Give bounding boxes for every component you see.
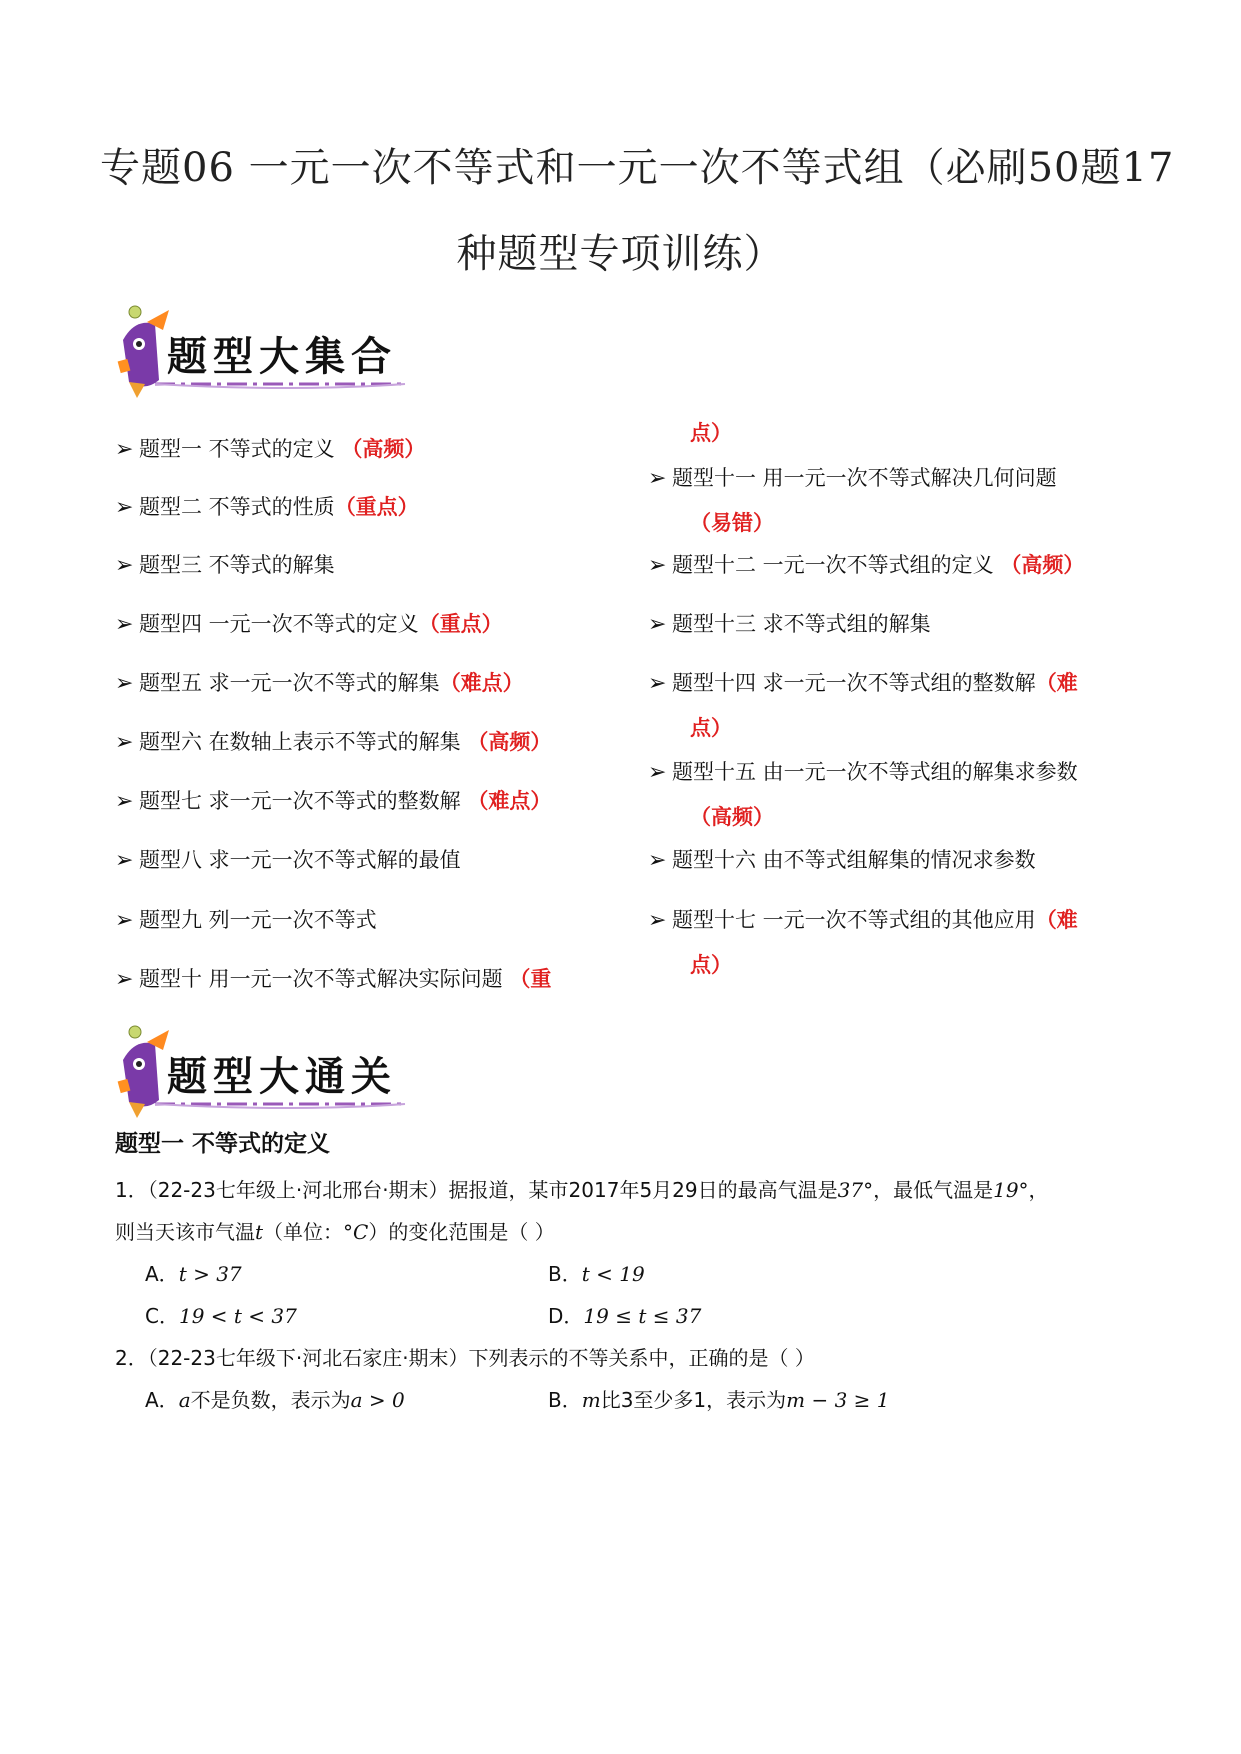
question-1-option-c[interactable]: C．19 < t < 37	[145, 1304, 297, 1328]
question-2-line1: 2．（22-23七年级下·河北石家庄·期末）下列表示的不等关系中，正确的是（ ）	[115, 1346, 815, 1370]
question-1-option-a[interactable]: A．t > 37	[145, 1262, 242, 1286]
list-item-type-17[interactable]: ➢ 题型十七 一元一次不等式组的其他应用（难	[648, 908, 1078, 933]
list-item-type-15[interactable]: ➢ 题型十五 由一元一次不等式组的解集求参数	[648, 760, 1078, 785]
banner-practice	[115, 1020, 460, 1120]
arrow-bullet-icon: ➢	[115, 848, 134, 873]
arrow-bullet-icon: ➢	[648, 848, 667, 873]
arrow-bullet-icon: ➢	[648, 553, 667, 578]
list-item-type-4[interactable]: ➢ 题型四 一元一次不等式的定义（重点）	[115, 612, 503, 637]
list-item-type-10[interactable]: ➢ 题型十 用一元一次不等式解决实际问题 （重	[115, 967, 552, 992]
question-1-line2: 则当天该市气温t（单位：°C）的变化范围是（ ）	[115, 1220, 555, 1244]
arrow-bullet-icon: ➢	[648, 908, 667, 933]
arrow-bullet-icon: ➢	[115, 437, 134, 462]
page-title-line1: 专题06 一元一次不等式和一元一次不等式组（必刷50题17	[100, 145, 1175, 191]
question-1-line1: 1．（22-23七年级上·河北邢台·期末）据报道，某市2017年5月29日的最高气温是37°，最低气温是19°，	[115, 1178, 1049, 1202]
arrow-bullet-icon: ➢	[115, 967, 134, 992]
list-item-type-11[interactable]: ➢ 题型十一 用一元一次不等式解决几何问题	[648, 466, 1057, 491]
arrow-bullet-icon: ➢	[115, 730, 134, 755]
list-item-type-17-continuation: 点）	[690, 953, 732, 977]
section-heading: 题型一 不等式的定义	[115, 1131, 331, 1157]
list-item-type-5[interactable]: ➢ 题型五 求一元一次不等式的解集（难点）	[115, 671, 524, 696]
arrow-bullet-icon: ➢	[115, 553, 134, 578]
svg-text:题型大集合: 题型大集合	[167, 333, 397, 380]
arrow-bullet-icon: ➢	[648, 671, 667, 696]
arrow-bullet-icon: ➢	[115, 671, 134, 696]
list-item-type-15-tag: （高频）	[690, 805, 774, 829]
list-item-type-11-tag: （易错）	[690, 511, 774, 535]
arrow-bullet-icon: ➢	[648, 612, 667, 637]
list-item-type-13[interactable]: ➢ 题型十三 求不等式组的解集	[648, 612, 931, 637]
list-item-type-9[interactable]: ➢ 题型九 列一元一次不等式	[115, 908, 377, 933]
list-item-type-14[interactable]: ➢ 题型十四 求一元一次不等式组的整数解（难	[648, 671, 1078, 696]
arrow-bullet-icon: ➢	[115, 908, 134, 933]
svg-text:题型大通关: 题型大通关	[167, 1053, 397, 1100]
question-1-option-b[interactable]: B．t < 19	[548, 1262, 645, 1286]
list-item-type-7[interactable]: ➢ 题型七 求一元一次不等式的整数解 （难点）	[115, 789, 552, 814]
arrow-bullet-icon: ➢	[115, 495, 134, 520]
question-2-option-b[interactable]: B．m比3至少多1，表示为m − 3 ≥ 1	[548, 1388, 890, 1412]
page-title-line2: 种题型专项训练）	[456, 231, 785, 277]
question-2-option-a[interactable]: A．a不是负数，表示为a > 0	[145, 1388, 405, 1412]
list-item-type-8[interactable]: ➢ 题型八 求一元一次不等式解的最值	[115, 848, 461, 873]
list-item-type-12[interactable]: ➢ 题型十二 一元一次不等式组的定义 （高频）	[648, 553, 1085, 578]
banner-collection	[115, 300, 460, 400]
list-item-type-14-continuation: 点）	[690, 716, 732, 740]
list-item-type-1[interactable]: ➢ 题型一 不等式的定义 （高频）	[115, 437, 426, 462]
list-item-type-6[interactable]: ➢ 题型六 在数轴上表示不等式的解集 （高频）	[115, 730, 552, 755]
list-item-type-10-continuation: 点）	[690, 421, 732, 445]
arrow-bullet-icon: ➢	[648, 760, 667, 785]
arrow-bullet-icon: ➢	[115, 789, 134, 814]
question-1-option-d[interactable]: D．19 ≤ t ≤ 37	[548, 1304, 702, 1328]
list-item-type-16[interactable]: ➢ 题型十六 由不等式组解集的情况求参数	[648, 848, 1036, 873]
arrow-bullet-icon: ➢	[115, 612, 134, 637]
list-item-type-2[interactable]: ➢ 题型二 不等式的性质（重点）	[115, 495, 419, 520]
list-item-type-3[interactable]: ➢ 题型三 不等式的解集	[115, 553, 335, 578]
arrow-bullet-icon: ➢	[648, 466, 667, 491]
